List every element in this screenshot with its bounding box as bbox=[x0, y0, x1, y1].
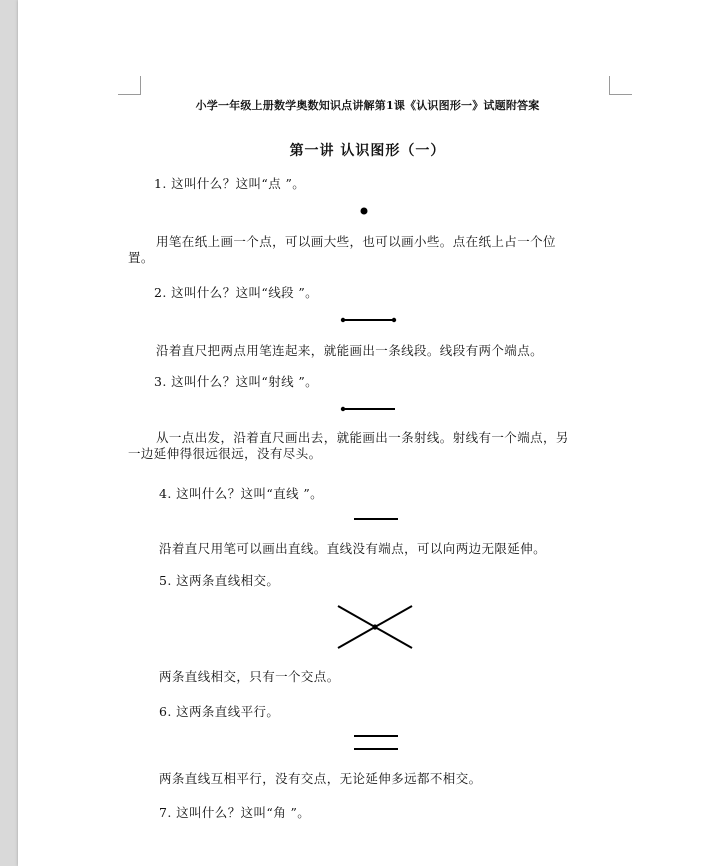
description-1 bbox=[128, 234, 628, 266]
line-segment-figure bbox=[338, 314, 398, 326]
point-figure bbox=[358, 205, 370, 217]
document-page bbox=[18, 0, 717, 866]
ray-endpoint bbox=[341, 407, 345, 411]
margin-corner-mark-right bbox=[609, 76, 632, 95]
intersection-point bbox=[372, 624, 377, 629]
question-6: 6. 这两条直线平行。 bbox=[159, 704, 280, 719]
description-1-line-2: 置。 bbox=[128, 250, 154, 265]
intersecting-lines-figure bbox=[334, 602, 418, 652]
question-4: 4. 这叫什么？这叫“直线 ”。 bbox=[159, 486, 324, 501]
ray-figure bbox=[338, 403, 398, 415]
description-3 bbox=[128, 430, 628, 462]
description-3-line-2: 一边延伸得很远很远，没有尽头。 bbox=[128, 446, 322, 461]
question-3: 3. 这叫什么？这叫“射线 ”。 bbox=[154, 374, 319, 389]
question-2: 2. 这叫什么？这叫“线段 ”。 bbox=[154, 285, 319, 300]
question-1: 1. 这叫什么？这叫“点 ”。 bbox=[154, 176, 306, 191]
point-dot bbox=[361, 208, 368, 215]
segment-endpoint-right bbox=[392, 318, 396, 322]
segment-endpoint-left bbox=[341, 318, 345, 322]
description-3-line-1: 从一点出发，沿着直尺画出去，就能画出一条射线。射线有一个端点，另 bbox=[156, 430, 569, 445]
description-4: 沿着直尺用笔可以画出直线。直线没有端点，可以向两边无限延伸。 bbox=[159, 541, 547, 556]
question-7: 7. 这叫什么？这叫“角 ”。 bbox=[159, 805, 311, 820]
lesson-title: 第一讲 认识图形（一） bbox=[289, 143, 446, 159]
document-header: 小学一年级上册数学奥数知识点讲解第1课《认识图形一》试题附答案 bbox=[195, 99, 540, 112]
description-2: 沿着直尺把两点用笔连起来，就能画出一条线段。线段有两个端点。 bbox=[156, 343, 544, 358]
margin-corner-mark-left bbox=[118, 76, 141, 95]
description-5: 两条直线相交，只有一个交点。 bbox=[159, 669, 340, 684]
description-1-line-1: 用笔在纸上画一个点，可以画大些，也可以画小些。点在纸上占一个位 bbox=[156, 234, 556, 249]
description-6: 两条直线互相平行，没有交点，无论延伸多远都不相交。 bbox=[159, 771, 482, 786]
straight-line-figure bbox=[352, 514, 402, 524]
parallel-lines-figure bbox=[352, 732, 402, 754]
question-5: 5. 这两条直线相交。 bbox=[159, 573, 280, 588]
